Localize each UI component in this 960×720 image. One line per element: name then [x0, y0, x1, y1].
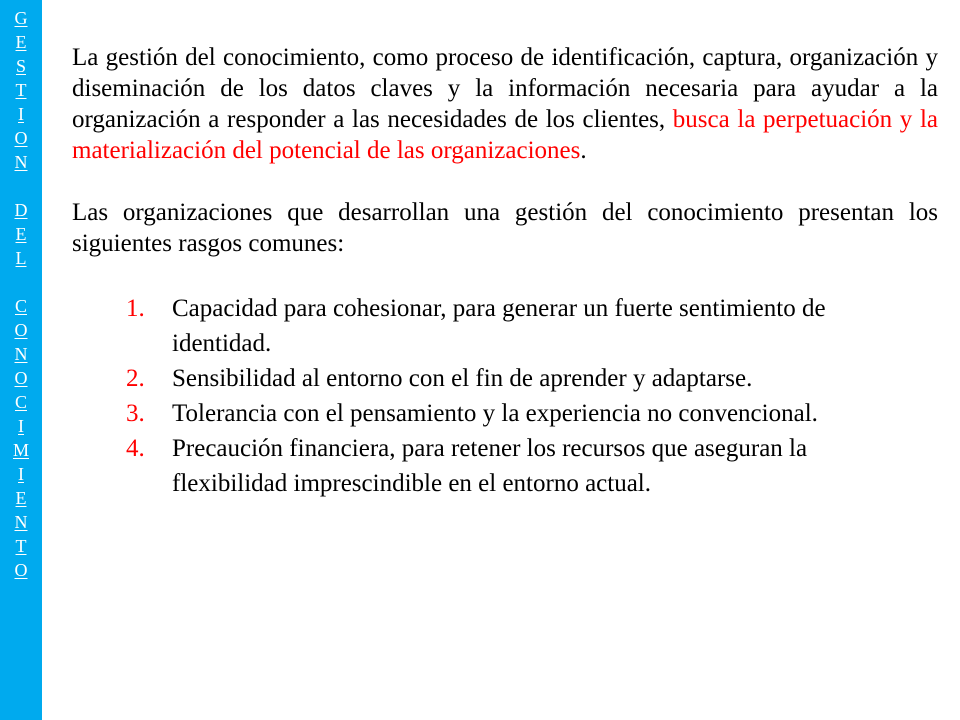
list-number: 2.	[126, 365, 145, 392]
list-text: Sensibilidad al entorno con el fin de aprender y adaptarse.	[172, 365, 753, 392]
side-letter: E	[15, 32, 27, 52]
list-number: 1.	[126, 295, 145, 322]
side-letter: O	[14, 560, 28, 580]
slide-content	[72, 42, 938, 501]
side-letter: O	[14, 128, 28, 148]
side-letter: I	[18, 416, 24, 436]
side-letter: I	[18, 464, 24, 484]
side-letter: D	[14, 200, 28, 220]
side-letter: E	[15, 224, 27, 244]
list-text: Precaución financiera, para retener los recursos que aseguran la flexibilidad imprescindible en el entorno actual.	[172, 435, 808, 497]
intro-paragraph	[72, 42, 938, 166]
list-number: 3.	[126, 400, 145, 427]
list-text: Capacidad para cohesionar, para generar un fuerte sentimiento de identidad.	[172, 295, 826, 357]
side-letter: T	[15, 536, 27, 556]
paragraph-spacer	[72, 166, 938, 197]
traits-list	[72, 291, 938, 501]
side-letter: S	[15, 56, 26, 76]
side-letter: M	[12, 440, 29, 460]
side-letter: E	[15, 488, 27, 508]
second-paragraph: Las organizaciones que desarrollan una gestión del conocimiento presentan los siguientes rasgos comunes:	[72, 199, 938, 257]
side-letter: N	[14, 344, 28, 364]
side-letter: N	[14, 512, 28, 532]
intro-end: .	[580, 137, 587, 164]
list-number: 4.	[126, 435, 145, 462]
side-bar	[0, 0, 42, 720]
side-letter: C	[14, 392, 27, 412]
list-item	[72, 291, 938, 361]
side-letter: N	[14, 152, 28, 172]
side-letter: C	[14, 296, 27, 316]
side-title-vertical	[0, 6, 42, 582]
intro-text: La gestión del conocimiento, como proceso de identificación, captura, organización y diseminación de los datos claves y la información necesaria para ayudar a la organización a responder a las necesidades de los clientes,	[72, 44, 938, 133]
side-letter: G	[14, 8, 28, 28]
list-text: Tolerancia con el pensamiento y la experiencia no convencional.	[172, 400, 818, 427]
side-letter: L	[15, 248, 27, 268]
side-letter: I	[18, 104, 24, 124]
side-letter: O	[14, 368, 28, 388]
side-letter: O	[14, 320, 28, 340]
side-letter: T	[15, 80, 27, 100]
list-item	[72, 361, 938, 396]
list-item	[72, 396, 938, 431]
list-item	[72, 431, 938, 501]
intro-highlight: busca la perpetuación y la materialización del potencial de las organizaciones	[72, 106, 938, 164]
